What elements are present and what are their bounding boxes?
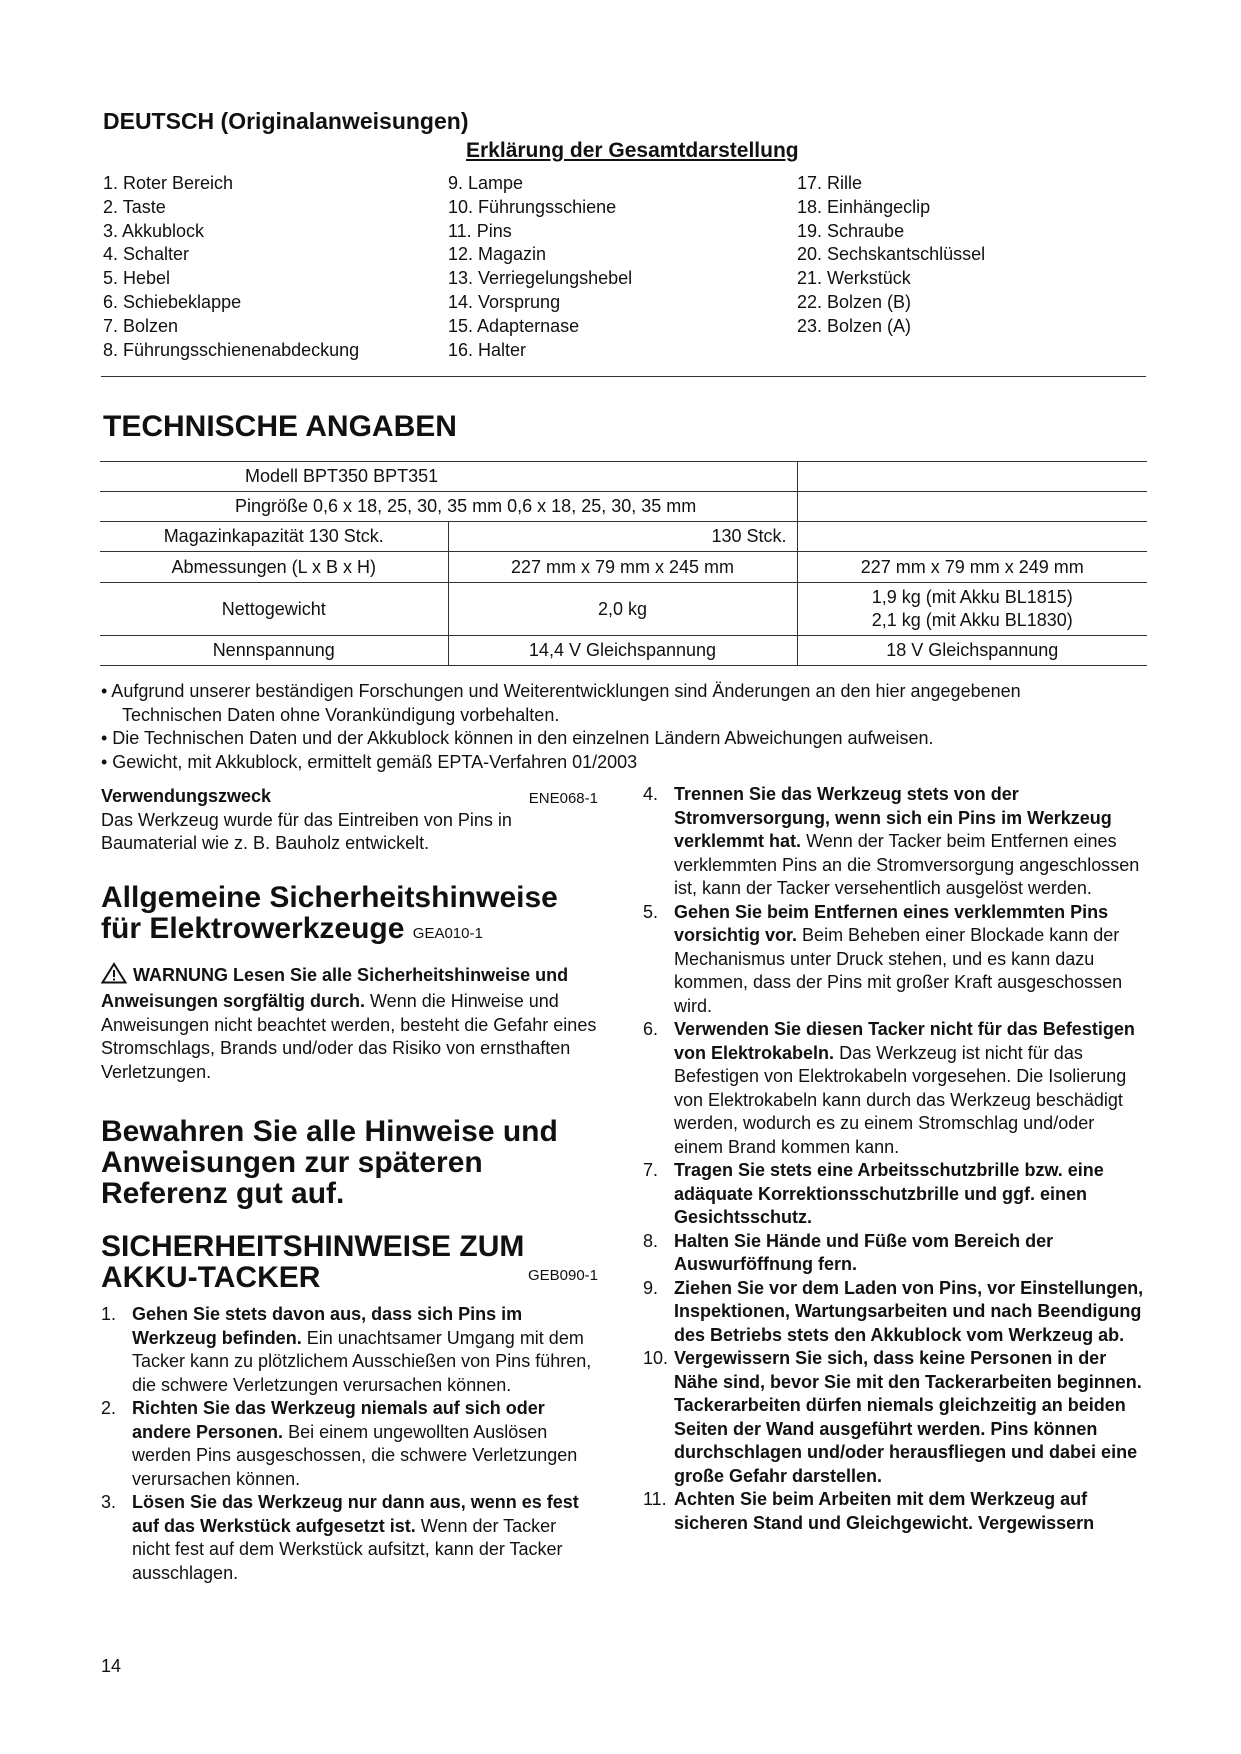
safety-item-bold: Halten Sie Hände und Füße vom Bereich der Auswurföffnung fern. — [674, 1230, 1054, 1274]
safety-item-text: Wenn der Tacker nicht fest auf dem Werkstück aufsitzt, kann der Tacker ausschlagen. — [132, 1515, 563, 1583]
safety-item-bold: Gehen Sie beim Entfernen eines verklemmten Pins vorsichtig vor. — [674, 901, 1109, 945]
spec-model: Modell BPT350 BPT351 — [100, 462, 797, 492]
safety-item — [643, 1347, 1148, 1488]
legend-item: 18. Einhängeclip — [797, 196, 931, 217]
warning-triangle-icon — [101, 962, 127, 991]
safety-item-bold: Achten Sie beim Arbeiten mit dem Werkzeug auf sicheren Stand und Gleichgewicht. Vergewissern — [674, 1489, 1095, 1533]
safety-item — [101, 1303, 598, 1397]
spec-magazine-a: Magazinkapazität 130 Stck. — [100, 522, 448, 552]
section-divider — [101, 376, 1146, 377]
legend-item: 21. Werkstück — [797, 268, 911, 289]
legend-item: 13. Verriegelungshebel — [448, 268, 633, 289]
spec-weight-a: 2,0 kg — [448, 583, 797, 636]
legend-column-1 — [103, 172, 359, 362]
safety-item-number: 9. — [643, 1277, 659, 1298]
legend-item: 14. Vorsprung — [448, 291, 561, 312]
safety-item-number: 4. — [643, 784, 659, 804]
safety-item-number: 10. — [643, 1348, 669, 1368]
spec-row-weight — [100, 583, 1147, 636]
spec-volt-b: 18 V Gleichspannung — [797, 636, 1147, 666]
spec-dim-b: 227 mm x 79 mm x 249 mm — [797, 552, 1147, 583]
legend-item: 23. Bolzen (A) — [797, 315, 912, 336]
safety-item-number: 2. — [101, 1398, 117, 1418]
spec-magazine-b: 130 Stck. — [448, 522, 797, 552]
legend-item: 12. Magazin — [448, 244, 547, 265]
safety-item — [643, 1277, 1148, 1348]
right-column — [643, 783, 1148, 1535]
legend-item: 20. Sechskantschlüssel — [797, 244, 986, 265]
left-column — [101, 785, 598, 1585]
note-1: • Aufgrund unserer beständigen Forschungen und Weiterentwicklungen sind Änderungen an den hier angegebenen — [101, 681, 1021, 701]
safety-item-number: 6. — [643, 1019, 659, 1039]
legend-item: 22. Bolzen (B) — [797, 291, 912, 312]
safety-item-bold: Lösen Sie das Werkzeug nur dann aus, wenn es fest auf das Werkstück aufgesetzt ist. — [132, 1492, 579, 1536]
spec-row-pin — [100, 492, 1147, 522]
safety-item — [643, 1488, 1148, 1535]
language-title: DEUTSCH (Originalanweisungen) — [103, 108, 469, 134]
spec-notes — [101, 680, 1151, 774]
legend-item: 3. Akkublock — [103, 220, 205, 241]
safety-item — [643, 1018, 1148, 1159]
warning-text: Wenn die Hinweise und Anweisungen nicht beachtet werden, besteht die Gefahr eines Stromschlags, Brands und/oder das Risiko von ernsthaften Verletzungen. — [101, 991, 597, 1082]
safety-item — [101, 1397, 598, 1491]
safety-item-number: 11. — [643, 1489, 667, 1509]
safety-item — [643, 783, 1148, 901]
safety-item-bold: Tragen Sie stets eine Arbeitsschutzbrille bzw. eine adäquate Korrektionsschutzbrille und ggf. einen Gesichtsschutz. — [674, 1160, 1104, 1227]
legend-item: 15. Adapternase — [448, 315, 580, 336]
spec-volt-label: Nennspannung — [100, 636, 448, 666]
keep-instructions-heading: Bewahren Sie alle Hinweise und Anweisungen zur späteren Referenz gut auf. — [101, 1115, 558, 1210]
safety-item-bold: Trennen Sie das Werkzeug stets von der Stromversorgung, wenn sich ein Pins im Werkzeug verklemmt hat. — [674, 784, 1112, 851]
spec-dim-a: 227 mm x 79 mm x 245 mm — [448, 552, 797, 583]
warning-paragraph — [101, 962, 598, 1085]
intended-use-label: Verwendungszweck — [101, 786, 272, 806]
legend-item: 4. Schalter — [103, 244, 190, 265]
spec-pin: Pingröße 0,6 x 18, 25, 30, 35 mm 0,6 x 18, 25, 30, 35 mm — [100, 492, 797, 522]
legend-item: 2. Taste — [103, 196, 166, 217]
page-number: 14 — [101, 1656, 122, 1676]
right-safety-list — [643, 783, 1148, 1535]
legend-item: 17. Rille — [797, 173, 863, 193]
legend-title: Erklärung der Gesamtdarstellung — [466, 139, 799, 162]
spec-weight-label: Nettogewicht — [100, 583, 448, 636]
general-safety-heading: Allgemeine Sicherheitshinweise für Elektrowerkzeuge GEA010-1 — [101, 880, 558, 945]
spec-dim-label: Abmessungen (L x B x H) — [100, 552, 448, 583]
tacker-safety-code: GEB090-1 — [527, 1267, 598, 1284]
legend-column-3 — [797, 172, 985, 339]
legend-item: 16. Halter — [448, 339, 527, 360]
intended-use-text: Das Werkzeug wurde für das Eintreiben von Pins in Baumaterial wie z. B. Bauholz entwickelt. — [101, 809, 512, 853]
safety-item-number: 7. — [643, 1160, 659, 1180]
spec-row-model — [100, 462, 1147, 492]
safety-item-number: 8. — [643, 1230, 659, 1251]
safety-item-text: Das Werkzeug ist nicht für das Befestigen von Elektrokabeln vorgesehen. Die Isolierung von Elektrokabeln kann durch das Werkzeug beschädigt werden, wodurch es zu einem Stromschlag und/oder einem Brand kommen kann. — [674, 1042, 1127, 1157]
spec-row-magazine — [100, 522, 1147, 552]
legend-item: 19. Schraube — [797, 220, 905, 241]
safety-item-bold: Vergewissern Sie sich, dass keine Personen in der Nähe sind, bevor Sie mit den Tackerarbeiten beginnen. Tackerarbeiten dürfen niemals gleichzeitig an beiden Seiten der Wand ausgeführt werden. Pins können durchschlagen und/oder herausfliegen und dabei eine große Gefahr darstellen. — [674, 1348, 1142, 1486]
safety-item-text: Ein unachtsamer Umgang mit dem Tacker kann zu plötzlichem Ausschießen von Pins führen, die schwere Verletzungen verursachen können. — [132, 1327, 592, 1395]
safety-item-text: Bei einem ungewollten Auslösen werden Pins ausgeschossen, die schwere Verletzungen verursachen können. — [132, 1421, 578, 1489]
safety-item-bold: Ziehen Sie vor dem Laden von Pins, vor Einstellungen, Inspektionen, Wartungsarbeiten und nach Beendigung des Betriebs stets den Akkublock vom Werkzeug ab. — [674, 1277, 1144, 1345]
spec-volt-a: 14,4 V Gleichspannung — [448, 636, 797, 666]
spec-row-dimensions — [100, 552, 1147, 583]
specs-table — [100, 461, 1147, 666]
safety-item-bold: Verwenden Sie diesen Tacker nicht für das Befestigen von Elektrokabeln. — [674, 1019, 1135, 1063]
legend-item: 8. Führungsschienenabdeckung — [103, 339, 360, 360]
safety-item-number: 5. — [643, 901, 659, 922]
safety-item — [101, 1491, 598, 1585]
intended-use-code: ENE068-1 — [528, 790, 598, 807]
intended-use — [101, 785, 598, 809]
legend-item: 7. Bolzen — [103, 315, 179, 336]
general-safety-code: GEA010-1 — [412, 924, 483, 942]
safety-item-text: Beim Beheben einer Blockade kann der Mechanismus unter Druck stehen, und es kann dazu kommen, dass der Pins mit großer Kraft ausgeschossen wird. — [674, 925, 1123, 1016]
legend-item: 5. Hebel — [103, 268, 171, 289]
legend-item: 1. Roter Bereich — [103, 173, 234, 193]
safety-item-text: Wenn der Tacker beim Entfernen eines verklemmten Pins an die Stromversorgung angeschlossen ist, kann der Tacker versehentlich ausgelöst werden. — [674, 831, 1140, 898]
warning-bold: WARNUNG Lesen Sie alle Sicherheitshinweise und Anweisungen sorgfältig durch. — [101, 964, 569, 1011]
legend-column-2 — [448, 172, 632, 362]
left-safety-list — [101, 1303, 598, 1585]
legend-item: 9. Lampe — [448, 173, 524, 193]
note-2: • Die Technischen Daten und der Akkublock können in den einzelnen Ländern Abweichungen aufweisen. — [101, 728, 934, 748]
legend-item: 11. Pins — [448, 220, 512, 241]
note-3: • Gewicht, mit Akkublock, ermittelt gemäß EPTA-Verfahren 01/2003 — [101, 751, 638, 772]
spec-weight-b: 1,9 kg (mit Akku BL1815) 2,1 kg (mit Akku BL1830) — [797, 583, 1147, 636]
note-1-cont: Technischen Daten ohne Vorankündigung vorbehalten. — [122, 704, 560, 725]
safety-item-number: 3. — [101, 1492, 117, 1512]
tacker-safety-heading: SICHERHEITSHINWEISE ZUM AKKU-TACKER GEB090-1 — [101, 1230, 598, 1294]
safety-item — [643, 901, 1148, 1019]
safety-item-bold: Richten Sie das Werkzeug niemals auf sich oder andere Personen. — [132, 1398, 545, 1442]
specs-title: TECHNISCHE ANGABEN — [103, 410, 457, 443]
safety-item-number: 1. — [101, 1304, 117, 1324]
safety-item-bold: Gehen Sie stets davon aus, dass sich Pins im Werkzeug befinden. — [132, 1304, 523, 1348]
spec-row-voltage — [100, 636, 1147, 666]
safety-item — [643, 1230, 1148, 1277]
legend-item: 6. Schiebeklappe — [103, 291, 242, 312]
safety-item — [643, 1159, 1148, 1230]
legend-item: 10. Führungsschiene — [448, 196, 617, 217]
